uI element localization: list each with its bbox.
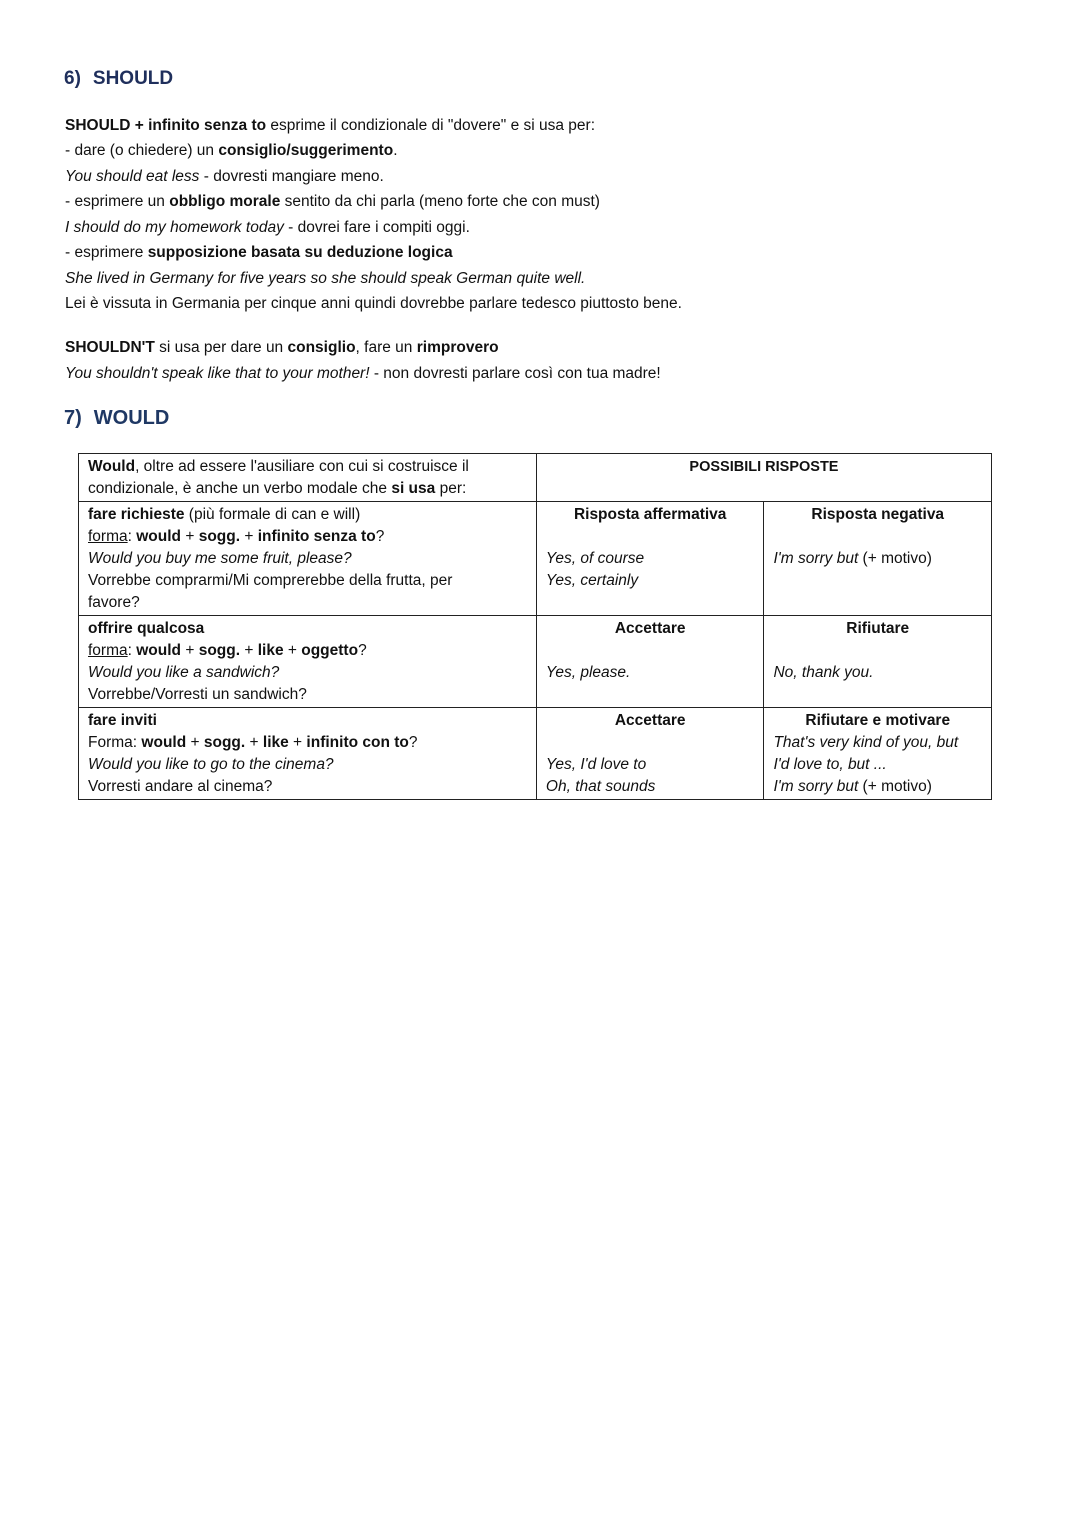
section-title: WOULD — [93, 407, 170, 429]
should-use-1: - dare (o chiedere) un consiglio/suggerimento. — [65, 142, 398, 159]
table-row — [79, 616, 992, 708]
table-row — [79, 502, 992, 616]
answer-cell-refuse: Rifiutare No, thank you. — [764, 616, 992, 708]
should-example-2: I should do my homework today - dovrei fare i compiti oggi. — [65, 219, 470, 236]
answer-cell-affirmative: Risposta affermativa Yes, of course Yes, certainly — [536, 502, 764, 616]
section-title: SHOULD — [92, 68, 174, 89]
section-number: 7) — [64, 407, 82, 429]
section-heading-would — [64, 407, 169, 430]
shouldnt-rule: SHOULDN'T si usa per dare un consiglio, fare un rimprovero — [65, 339, 499, 356]
header-possible-answers: POSSIBILI RISPOSTE — [536, 454, 991, 502]
section-number: 6) — [64, 68, 81, 89]
table-row — [79, 708, 992, 800]
should-use-3: - esprimere supposizione basata su deduzione logica — [65, 244, 453, 261]
should-example-3: She lived in Germany for five years so she should speak German quite well. — [65, 270, 586, 287]
should-intro: SHOULD + infinito senza to esprime il condizionale di "dovere" e si usa per: — [65, 117, 595, 134]
answer-cell-accept: Accettare Yes, please. — [536, 616, 764, 708]
use-cell: fare richieste (più formale di can e will) forma: would + sogg. + infinito senza to? Would you buy me some fruit, please? Vorrebbe comprarmi/Mi comprerebbe della frutta, per favore? — [79, 502, 537, 616]
header-left-cell: Would, oltre ad essere l'ausiliare con cui si costruisce il condizionale, è anche un verbo modale che si usa per: — [79, 454, 537, 502]
use-cell: fare inviti Forma: would + sogg. + like + infinito con to? Would you like to go to the cinema? Vorresti andare al cinema? — [79, 708, 537, 800]
would-table — [78, 453, 992, 800]
answer-cell-accept: Accettare Yes, I'd love to Oh, that sounds — [536, 708, 764, 800]
answer-cell-negative: Risposta negativa I'm sorry but (+ motivo) — [764, 502, 992, 616]
table-header-row — [79, 454, 992, 502]
should-example-3-translation: Lei è vissuta in Germania per cinque anni quindi dovrebbe parlare tedesco piuttosto bene. — [65, 295, 682, 312]
answer-cell-refuse-motivate: Rifiutare e motivare That's very kind of you, but I'd love to, but ... I'm sorry but (+ motivo) — [764, 708, 992, 800]
section-heading-should — [64, 68, 173, 90]
use-cell: offrire qualcosa forma: would + sogg. + like + oggetto? Would you like a sandwich? Vorrebbe/Vorresti un sandwich? — [79, 616, 537, 708]
should-use-2: - esprimere un obbligo morale sentito da chi parla (meno forte che con must) — [65, 193, 600, 210]
shouldnt-example: You shouldn't speak like that to your mother! - non dovresti parlare così con tua madre! — [65, 365, 661, 382]
should-example-1: You should eat less - dovresti mangiare meno. — [65, 168, 384, 185]
